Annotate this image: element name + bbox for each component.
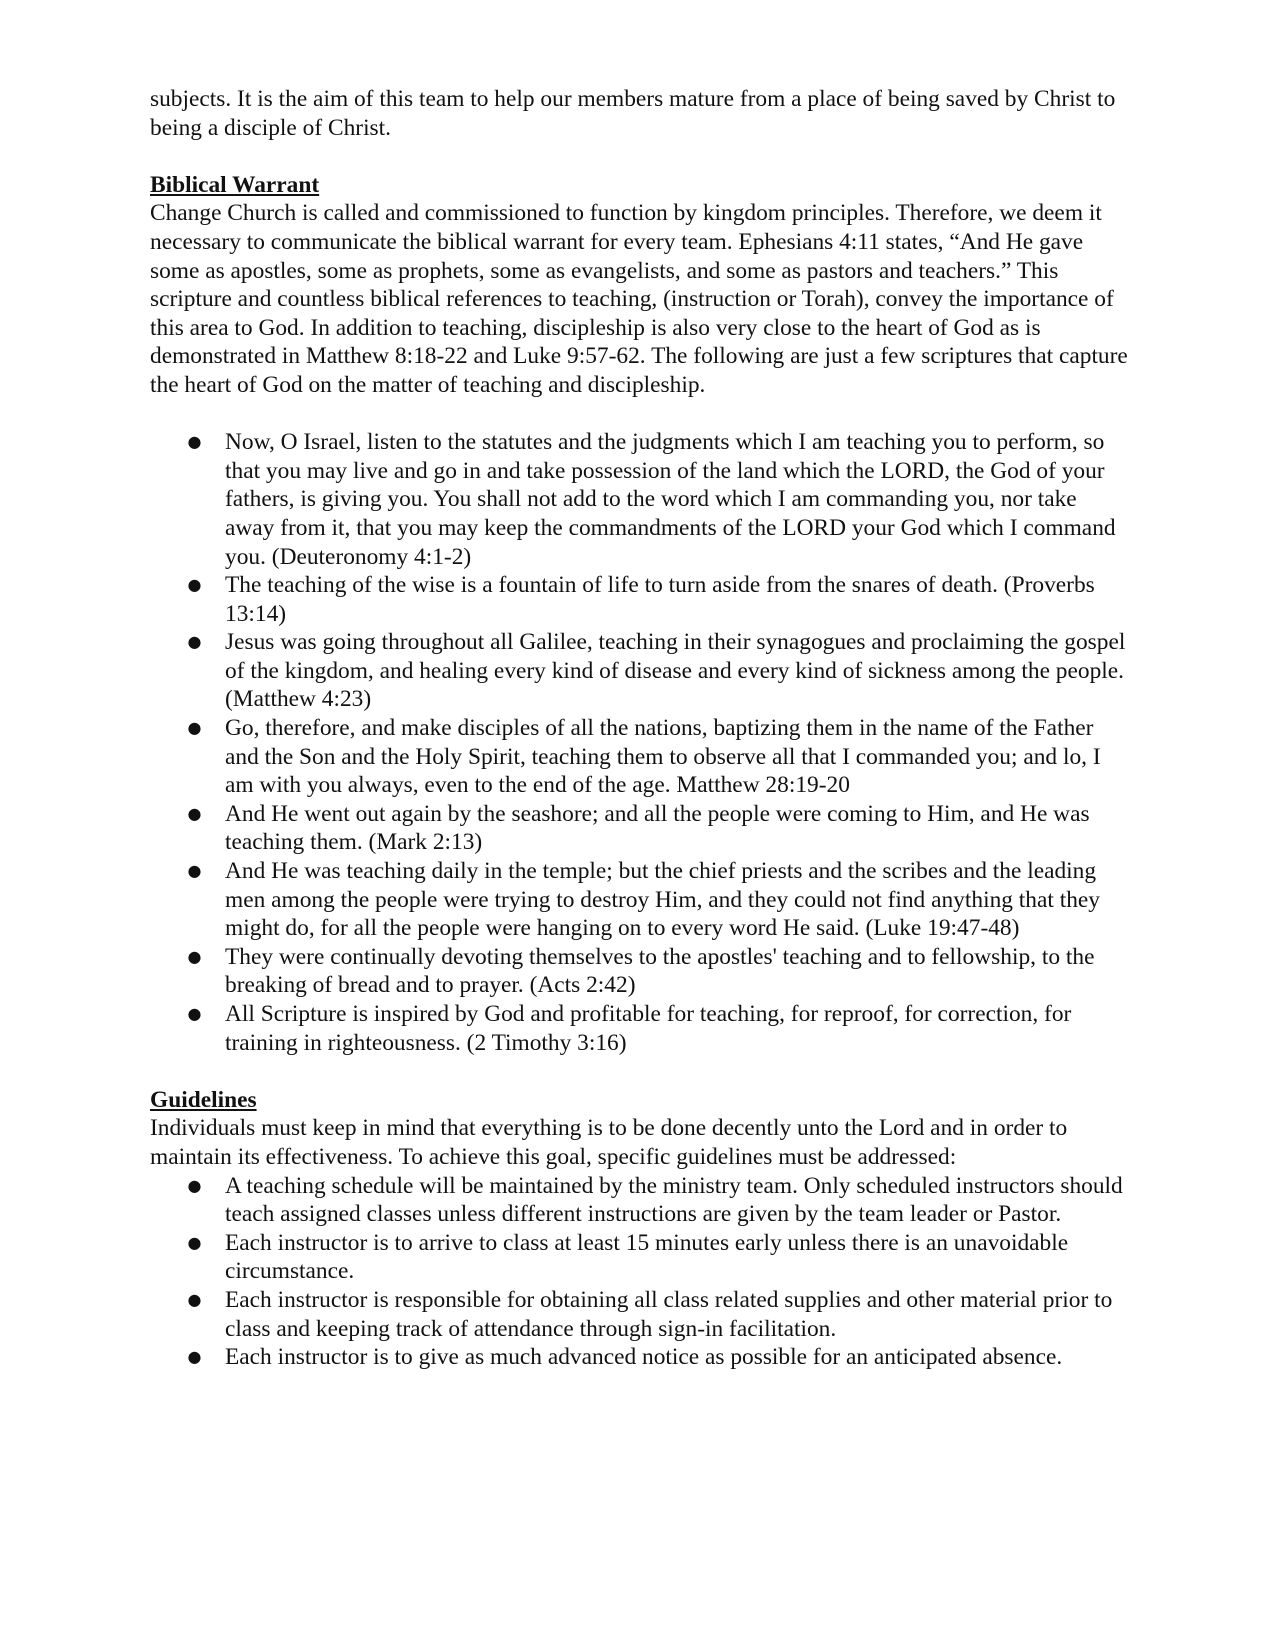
bullet-icon: ● xyxy=(187,575,202,595)
guideline-text: Each instructor is to arrive to class at least 15 minutes early unless there is an unavoidable circumstance. xyxy=(225,1229,1069,1285)
scripture-list xyxy=(150,428,1130,1057)
scripture-text: And He was teaching daily in the temple; but the chief priests and the scribes and the leading men among the people were trying to destroy Him, and they could not find anything that they might do, for all the people were hanging on to every word He said. (Luke 19:47-48) xyxy=(225,858,1101,942)
scripture-text: They were continually devoting themselves to the apostles' teaching and to fellowship, to the breaking of bread and to prayer. (Acts 2:42) xyxy=(225,943,1095,999)
scripture-text: All Scripture is inspired by God and profitable for teaching, for reproof, for correction, for training in righteousness. (2 Timothy 3:16) xyxy=(225,1001,1072,1056)
bullet-icon: ● xyxy=(187,861,202,881)
document-page xyxy=(150,85,1130,1372)
bullet-icon: ● xyxy=(187,803,202,823)
bullet-icon: ● xyxy=(187,1347,202,1367)
scripture-item xyxy=(150,857,1130,943)
scripture-item xyxy=(150,714,1130,800)
scripture-text: The teaching of the wise is a fountain of life to turn aside from the snares of death. (Proverbs 13:14) xyxy=(225,572,1095,627)
scripture-text: And He went out again by the seashore; and all the people were coming to Him, and He was teaching them. (Mark 2:13) xyxy=(225,800,1090,856)
bullet-icon: ● xyxy=(187,1175,202,1195)
scripture-item xyxy=(150,571,1130,628)
bullet-icon: ● xyxy=(187,1289,202,1309)
scripture-item xyxy=(150,428,1130,571)
guidelines-list xyxy=(150,1172,1130,1372)
bullet-icon: ● xyxy=(187,632,202,652)
scripture-item xyxy=(150,628,1130,714)
guideline-item xyxy=(150,1343,1130,1372)
scripture-text: Now, O Israel, listen to the statutes and the judgments which I am teaching you to perform, so that you may live and go in and take possession of the land which the LORD, the God of your fathers, is giving you. You shall not add to the word which I am commanding you, nor take away from it, that you may keep the commandments of the LORD your God which I command you. (Deuteronomy 4:1-2) xyxy=(225,429,1116,570)
guideline-item xyxy=(150,1172,1130,1229)
guideline-item xyxy=(150,1286,1130,1343)
biblical-warrant-paragraph: Change Church is called and commissioned to function by kingdom principles. Therefore, we deem it necessary to communicate the biblical warrant for every team. Ephesians 4:11 states, “And He gave some as apostles, some as prophets, some as evangelists, and some as pastors and teachers.” This scripture and countless biblical references to teaching, (instruction or Torah), convey the importance of this area to God. In addition to teaching, discipleship is also very close to the heart of God as is demonstrated in Matthew 8:18-22 and Luke 9:57-62. The following are just a few scriptures that capture the heart of God on the matter of teaching and discipleship. xyxy=(150,200,1128,398)
guideline-text: Each instructor is to give as much advanced notice as possible for an anticipated absence. xyxy=(225,1344,1063,1371)
guideline-item xyxy=(150,1229,1130,1286)
guideline-text: Each instructor is responsible for obtaining all class related supplies and other material prior to class and keeping track of attendance through sign-in facilitation. xyxy=(225,1286,1113,1342)
scripture-item xyxy=(150,943,1130,1000)
guidelines-heading: Guidelines xyxy=(150,1086,257,1113)
scripture-text: Jesus was going throughout all Galilee, teaching in their synagogues and proclaiming the gospel of the kingdom, and healing every kind of disease and every kind of sickness among the people. (Matthew 4:23) xyxy=(225,629,1126,713)
spacer xyxy=(150,400,1130,429)
bullet-icon: ● xyxy=(187,1004,202,1023)
bullet-icon: ● xyxy=(187,718,202,738)
guidelines-paragraph: Individuals must keep in mind that everything is to be done decently unto the Lord and in order to maintain its effectiveness. To achieve this goal, specific guidelines must be addressed: xyxy=(150,1115,1068,1170)
scripture-text: Go, therefore, and make disciples of all the nations, baptizing them in the name of the Father and the Son and the Holy Spirit, teaching them to observe all that I commanded you; and lo, I am with you always, even to the end of the age. Matthew 28:19-20 xyxy=(225,715,1101,799)
spacer xyxy=(150,1057,1130,1086)
guideline-text: A teaching schedule will be maintained by the ministry team. Only scheduled instructors should teach assigned classes unless different instructions are given by the team leader or Pastor. xyxy=(225,1172,1123,1228)
bullet-icon: ● xyxy=(187,1232,202,1252)
scripture-item xyxy=(150,800,1130,857)
scripture-item xyxy=(150,1000,1130,1057)
spacer xyxy=(150,142,1130,171)
intro-paragraph: subjects. It is the aim of this team to help our members mature from a place of being saved by Christ to being a disciple of Christ. xyxy=(150,86,1116,141)
biblical-warrant-heading: Biblical Warrant xyxy=(150,171,320,198)
bullet-icon: ● xyxy=(187,946,202,966)
bullet-icon: ● xyxy=(187,432,202,452)
